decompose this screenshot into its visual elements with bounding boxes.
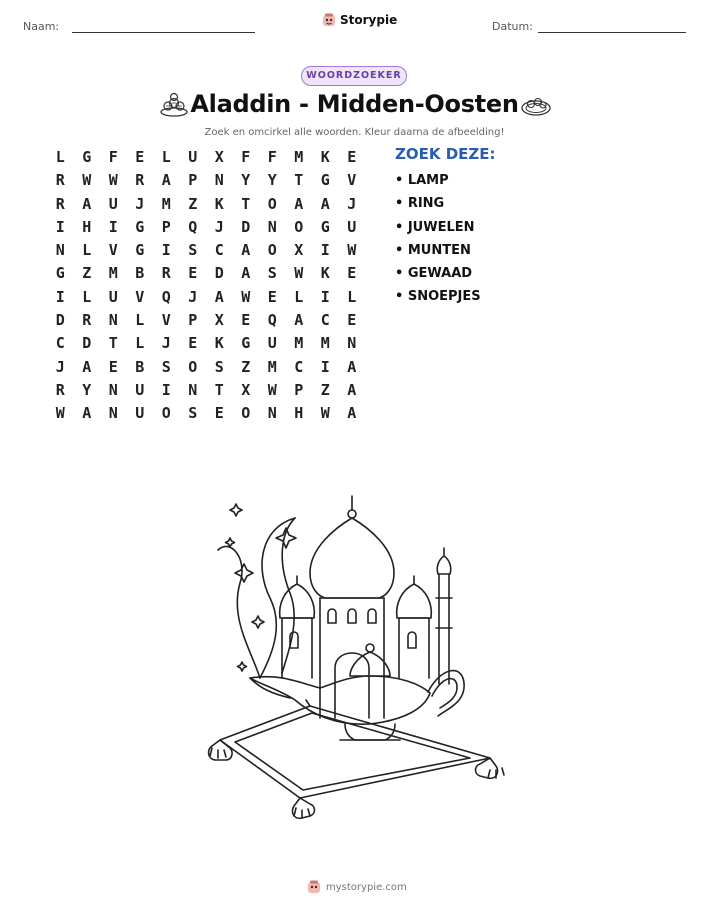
- grid-letter[interactable]: F: [241, 148, 251, 166]
- grid-letter[interactable]: R: [135, 171, 145, 190]
- grid-letter[interactable]: D: [82, 334, 92, 353]
- grid-letter[interactable]: W: [55, 404, 65, 423]
- grid-letter[interactable]: T: [214, 380, 224, 399]
- coin-plate-icon: [520, 92, 552, 118]
- grid-letter[interactable]: W: [241, 287, 251, 306]
- grid-letter[interactable]: O: [161, 404, 171, 423]
- grid-row: [47, 216, 365, 239]
- grid-letter[interactable]: G: [135, 217, 145, 236]
- grid-letter[interactable]: T: [294, 171, 304, 190]
- grid-letter[interactable]: N: [267, 217, 277, 236]
- grid-letter[interactable]: G: [320, 171, 330, 190]
- grid-letter[interactable]: L: [82, 287, 92, 306]
- grid-letter[interactable]: A: [82, 357, 92, 376]
- grid-letter[interactable]: U: [135, 404, 145, 423]
- storypie-logo-icon: [307, 880, 321, 894]
- grid-letter[interactable]: K: [214, 334, 224, 353]
- grid-row: [47, 309, 365, 332]
- grid-row: [47, 193, 365, 216]
- grid-letter[interactable]: P: [188, 311, 198, 330]
- grid-row: [47, 379, 365, 402]
- word-list-title: ZOEK DEZE:: [395, 145, 496, 163]
- grid-letter[interactable]: V: [347, 171, 357, 190]
- grid-letter[interactable]: C: [214, 241, 224, 260]
- grid-letter[interactable]: J: [347, 194, 357, 213]
- grid-letter[interactable]: J: [188, 287, 198, 306]
- grid-letter[interactable]: G: [82, 148, 92, 166]
- grid-letter[interactable]: W: [347, 241, 357, 260]
- grid-letter[interactable]: G: [55, 264, 65, 283]
- grid-letter[interactable]: Z: [188, 194, 198, 213]
- grid-letter[interactable]: K: [320, 148, 330, 166]
- grid-letter[interactable]: I: [55, 217, 65, 236]
- grid-letter[interactable]: W: [294, 264, 304, 283]
- grid-letter[interactable]: I: [320, 357, 330, 376]
- grid-letter[interactable]: D: [55, 311, 65, 330]
- grid-letter[interactable]: M: [320, 334, 330, 353]
- grid-row: [47, 402, 365, 425]
- grid-letter[interactable]: N: [55, 241, 65, 260]
- grid-letter[interactable]: I: [320, 287, 330, 306]
- grid-letter[interactable]: R: [55, 194, 65, 213]
- grid-letter[interactable]: W: [108, 171, 118, 190]
- grid-letter[interactable]: E: [241, 311, 251, 330]
- grid-letter[interactable]: A: [214, 287, 224, 306]
- grid-letter[interactable]: W: [320, 404, 330, 423]
- grid-letter[interactable]: A: [347, 380, 357, 399]
- grid-letter[interactable]: Q: [267, 311, 277, 330]
- date-label: Datum:: [492, 20, 533, 33]
- word-list-item: • MUNTEN: [395, 242, 471, 258]
- grid-letter[interactable]: A: [347, 404, 357, 423]
- grid-letter[interactable]: E: [347, 311, 357, 330]
- grid-letter[interactable]: N: [267, 404, 277, 423]
- brand-name: Storypie: [340, 13, 398, 27]
- grid-letter[interactable]: J: [55, 357, 65, 376]
- grid-letter[interactable]: X: [294, 241, 304, 260]
- grid-letter[interactable]: N: [347, 334, 357, 353]
- grid-letter[interactable]: D: [241, 217, 251, 236]
- grid-letter[interactable]: P: [161, 217, 171, 236]
- grid-letter[interactable]: K: [320, 264, 330, 283]
- grid-letter[interactable]: P: [294, 380, 304, 399]
- grid-row: [47, 356, 365, 379]
- grid-letter[interactable]: A: [82, 404, 92, 423]
- grid-letter[interactable]: J: [214, 217, 224, 236]
- date-line[interactable]: [538, 32, 686, 33]
- grid-letter[interactable]: O: [294, 217, 304, 236]
- grid-letter[interactable]: E: [188, 264, 198, 283]
- grid-letter[interactable]: K: [214, 194, 224, 213]
- grid-letter[interactable]: E: [267, 287, 277, 306]
- grid-letter[interactable]: U: [267, 334, 277, 353]
- grid-letter[interactable]: L: [55, 148, 65, 166]
- grid-letter[interactable]: U: [135, 380, 145, 399]
- grid-letter[interactable]: T: [241, 194, 251, 213]
- grid-letter[interactable]: X: [214, 148, 224, 166]
- footer: [307, 880, 407, 894]
- grid-letter[interactable]: U: [108, 287, 118, 306]
- word-list-item: • RING: [395, 196, 445, 212]
- grid-letter[interactable]: R: [55, 171, 65, 190]
- grid-row: [47, 286, 365, 309]
- grid-letter[interactable]: V: [161, 311, 171, 330]
- grid-letter[interactable]: Z: [320, 380, 330, 399]
- grid-letter[interactable]: U: [188, 148, 198, 166]
- grid-letter[interactable]: T: [108, 334, 118, 353]
- grid-letter[interactable]: W: [82, 171, 92, 190]
- grid-row: [47, 332, 365, 355]
- grid-letter[interactable]: H: [294, 404, 304, 423]
- grid-letter[interactable]: G: [320, 217, 330, 236]
- word-list-item: • SNOEPJES: [395, 289, 481, 305]
- grid-letter[interactable]: N: [188, 380, 198, 399]
- grid-letter[interactable]: O: [267, 241, 277, 260]
- grid-letter[interactable]: A: [320, 194, 330, 213]
- grid-letter[interactable]: Z: [82, 264, 92, 283]
- grid-letter[interactable]: V: [135, 287, 145, 306]
- worksheet-type-badge: WOORDZOEKER: [301, 66, 407, 86]
- lamp-palace-illustration[interactable]: [200, 488, 510, 828]
- name-line[interactable]: [72, 32, 255, 33]
- grid-letter[interactable]: A: [294, 194, 304, 213]
- word-search-grid[interactable]: [47, 146, 365, 426]
- grid-letter[interactable]: S: [267, 264, 277, 283]
- grid-letter[interactable]: J: [161, 334, 171, 353]
- grid-letter[interactable]: M: [294, 148, 304, 166]
- grid-letter[interactable]: U: [108, 194, 118, 213]
- grid-letter[interactable]: G: [135, 241, 145, 260]
- grid-letter[interactable]: S: [214, 357, 224, 376]
- grid-letter[interactable]: E: [347, 264, 357, 283]
- grid-letter[interactable]: H: [82, 217, 92, 236]
- grid-letter[interactable]: R: [161, 264, 171, 283]
- grid-letter[interactable]: I: [320, 241, 330, 260]
- storypie-logo-icon: [322, 13, 336, 27]
- grid-letter[interactable]: A: [347, 357, 357, 376]
- grid-letter[interactable]: L: [135, 311, 145, 330]
- grid-letter[interactable]: N: [214, 171, 224, 190]
- grid-letter[interactable]: V: [108, 241, 118, 260]
- grid-letter[interactable]: L: [161, 148, 171, 166]
- grid-letter[interactable]: O: [241, 404, 251, 423]
- footer-url[interactable]: mystorypie.com: [326, 881, 407, 893]
- grid-letter[interactable]: C: [55, 334, 65, 353]
- grid-letter[interactable]: L: [135, 334, 145, 353]
- grid-letter[interactable]: Y: [267, 171, 277, 190]
- grid-letter[interactable]: E: [135, 148, 145, 166]
- grid-row: [47, 262, 365, 285]
- grid-letter[interactable]: R: [82, 311, 92, 330]
- grid-letter[interactable]: A: [241, 241, 251, 260]
- grid-letter[interactable]: O: [267, 194, 277, 213]
- word-list-item: • JUWELEN: [395, 219, 475, 235]
- grid-row: [47, 239, 365, 262]
- grid-letter[interactable]: O: [188, 357, 198, 376]
- grid-letter[interactable]: U: [347, 217, 357, 236]
- grid-letter[interactable]: X: [214, 311, 224, 330]
- grid-row: [47, 146, 365, 169]
- instructions: Zoek en omcirkel alle woorden. Kleur daarna de afbeelding!: [204, 127, 505, 138]
- grid-letter[interactable]: I: [108, 217, 118, 236]
- grid-letter[interactable]: W: [267, 380, 277, 399]
- page-title: Aladdin - Midden-Oosten: [190, 90, 519, 118]
- grid-letter[interactable]: N: [108, 380, 118, 399]
- grid-letter[interactable]: I: [161, 241, 171, 260]
- grid-letter[interactable]: L: [294, 287, 304, 306]
- grid-letter[interactable]: I: [55, 287, 65, 306]
- grid-letter[interactable]: M: [294, 334, 304, 353]
- grid-letter[interactable]: E: [347, 148, 357, 166]
- grid-letter[interactable]: C: [294, 357, 304, 376]
- grid-letter[interactable]: P: [188, 171, 198, 190]
- grid-letter[interactable]: Q: [161, 287, 171, 306]
- grid-letter[interactable]: M: [267, 357, 277, 376]
- grid-letter[interactable]: J: [135, 194, 145, 213]
- grid-letter[interactable]: Y: [241, 171, 251, 190]
- grid-letter[interactable]: R: [55, 380, 65, 399]
- grid-letter[interactable]: I: [161, 380, 171, 399]
- word-list: [395, 172, 481, 312]
- grid-letter[interactable]: Z: [241, 357, 251, 376]
- grid-letter[interactable]: G: [241, 334, 251, 353]
- grid-letter[interactable]: C: [320, 311, 330, 330]
- grid-letter[interactable]: B: [135, 357, 145, 376]
- grid-letter[interactable]: B: [135, 264, 145, 283]
- grid-letter[interactable]: Q: [188, 217, 198, 236]
- grid-letter[interactable]: F: [267, 148, 277, 166]
- grid-letter[interactable]: L: [347, 287, 357, 306]
- grid-letter[interactable]: A: [161, 171, 171, 190]
- grid-letter[interactable]: N: [108, 311, 118, 330]
- brand-logo: [322, 13, 397, 27]
- grid-letter[interactable]: M: [108, 264, 118, 283]
- grid-letter[interactable]: A: [241, 264, 251, 283]
- name-label: Naam:: [23, 20, 60, 33]
- word-list-item: • LAMP: [395, 173, 449, 188]
- grid-letter[interactable]: A: [82, 194, 92, 213]
- grid-letter[interactable]: S: [188, 241, 198, 260]
- grid-letter[interactable]: M: [161, 194, 171, 213]
- grid-letter[interactable]: E: [108, 357, 118, 376]
- word-list-item: • GEWAAD: [395, 266, 473, 282]
- grid-letter[interactable]: L: [82, 241, 92, 260]
- grid-letter[interactable]: S: [188, 404, 198, 423]
- grid-letter[interactable]: A: [294, 311, 304, 330]
- grid-letter[interactable]: E: [188, 334, 198, 353]
- grid-letter[interactable]: D: [214, 264, 224, 283]
- grid-letter[interactable]: Y: [82, 380, 92, 399]
- grid-letter[interactable]: X: [241, 380, 251, 399]
- grid-letter[interactable]: E: [214, 404, 224, 423]
- grid-letter[interactable]: N: [108, 404, 118, 423]
- grid-letter[interactable]: F: [108, 148, 118, 166]
- grid-letter[interactable]: S: [161, 357, 171, 376]
- grid-row: [47, 169, 365, 192]
